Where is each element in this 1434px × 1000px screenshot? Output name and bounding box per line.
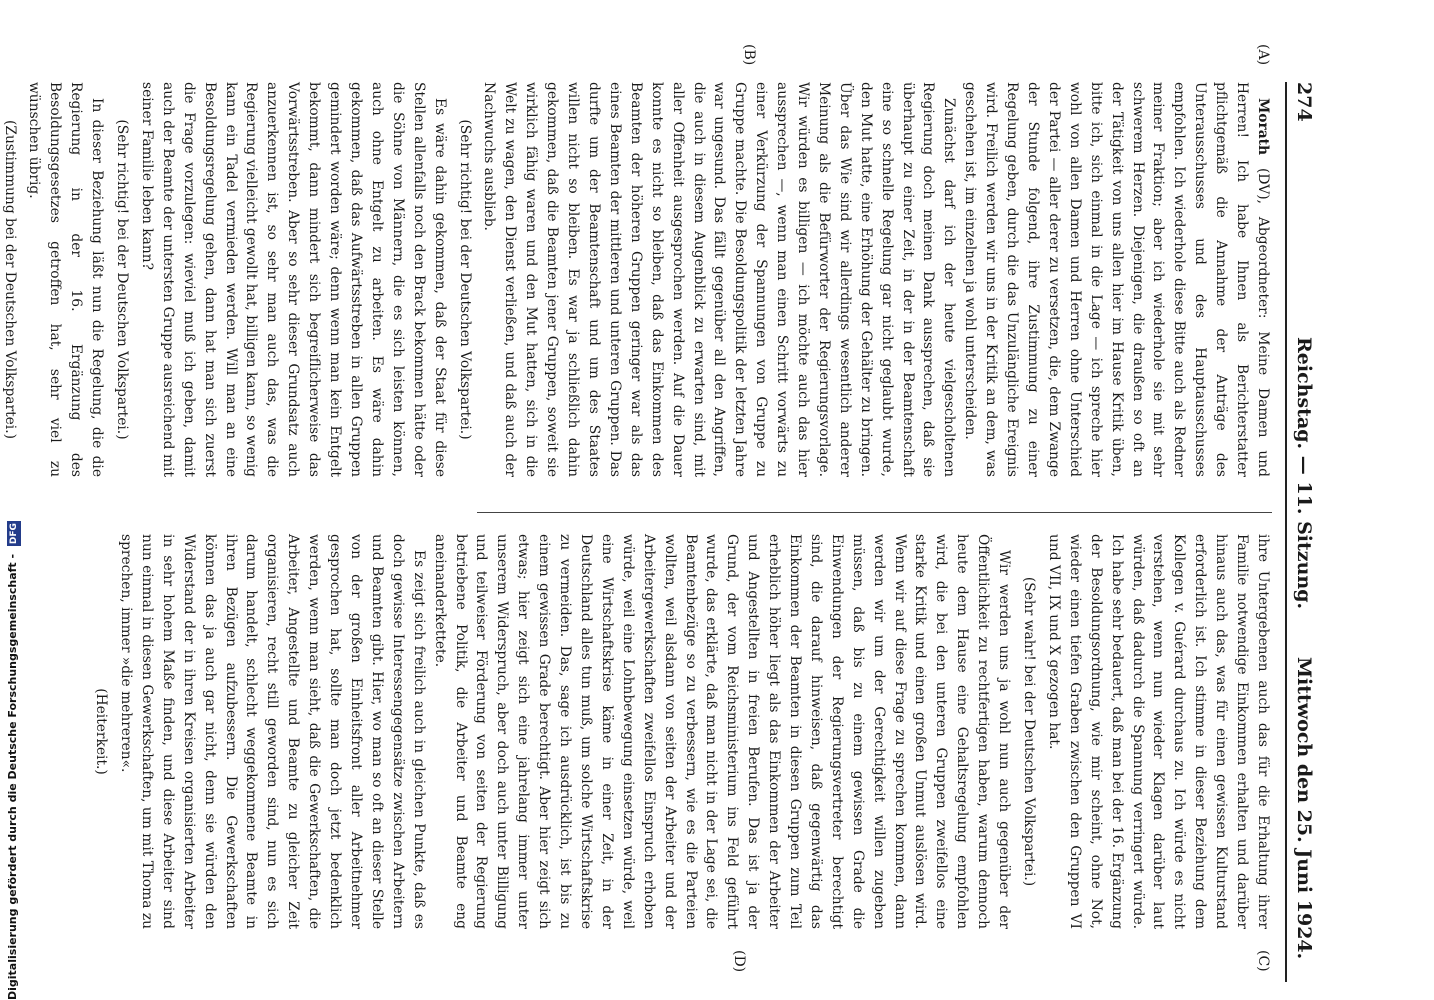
margin-marker-d: (D)	[731, 950, 747, 973]
interjection: (Sehr richtig! bei der Deutschen Volkspartei.)	[114, 119, 131, 440]
header-date: Mittwoch den 25. Juni 1924.	[1293, 657, 1315, 960]
margin-marker-b: (B)	[741, 44, 757, 66]
header-rule	[1285, 82, 1287, 982]
interjection: (Sehr wahr! bei der Deutschen Volkspartei.)	[1021, 576, 1038, 887]
interjection: (Zustimmung bei der Deutschen Volkspartei.)	[1, 119, 18, 439]
page-number: 274	[1293, 82, 1315, 122]
page-header	[1287, 82, 1317, 982]
interjection: (Heiterkeit.)	[93, 688, 110, 775]
dfg-logo: DFG	[9, 523, 19, 545]
column-divider	[477, 512, 1272, 513]
header-title: Reichstag. — 11. Sitzung.	[1293, 337, 1315, 610]
speaker-name: Morath	[1255, 98, 1271, 156]
paragraph: Es wäre dahin gekommen, daß der Staat für diese Stellen allenfalls noch den Brack bekommen hätte oder die Söhne von Männern, die es sich leisten können, auch ohne Entgelt zu arbeiten. Es wäre dahin gekommen, daß das Aufwärtsstreben in allen Gruppen gemindert worden wäre; denn wenn man kein Entgelt bekommt, dann mindert sich begreiflicherweise das Vorwärtsstreben. Aber so sehr dieser Grundsatz auch anzuerkennen ist, so sehr man auch das, was die Regierung vielleicht gewollt hat, billigen kann, so wenig kann ein Tadel vermieden werden. Will man an eine Besoldungsregelung gehen, dann hat man sich zuerst die Frage vorzulegen: wieviel muß ich geben, damit auch der Beamte der untersten Gruppe ausreichend mit seiner Familie leben kann?	[138, 82, 448, 477]
margin-marker-c: (C)	[1255, 950, 1271, 972]
left-text-column	[0, 82, 1273, 477]
margin-marker-a: (A)	[1255, 44, 1271, 66]
right-text-column	[86, 534, 1273, 929]
credit-text: Digitalisierung gefördert durch die Deutsche Forschungsgemeinschaft -	[6, 553, 19, 1000]
paragraph: Es zeigt sich freilich auch in gleichen Punkte, daß es doch gewisse Interessengegensätze zwischen Arbeitern und Beamten gibt. Hier, wo man so oft an dieser Stelle von der großen Einheitsfront aller Arbeitnehmer gesprochen hat, sollte man doch jetzt bedenklich werden, wenn man sieht, daß die Gewerkschaften, die Arbeiter, Angestellte und Beamte zu gleicher Zeit organisieren, recht still geworden sind, nun es sich darum handelt, schlecht weggekommene Beamte in ihren Bezügen aufzubessern. Die Gewerkschaften können das ja auch gar nicht, denn sie würden den Widerstand der in ihren Kreisen organisierten Arbeiter in sehr hohem Maße finden, und diese Arbeiter sind nun einmal in diesen Gewerkschaften, um mit Thoma zu sprechen, immer »die mehreren«.	[118, 534, 427, 929]
paragraph: Zunächst darf ich der heute vielgescholtenen Regierung doch meinen Dank aussprechen, daß sie überhaupt zu einer Zeit, in der in der Beamtenschaft eine so schnelle Regelung gar nicht geglaubt wurde, den Mut hatte, eine Erhöhung der Gehälter zu bringen. Über das Wie sind wir allerdings wesentlich anderer Meinung als die Befürworter der Regierungsvorlage. Wir würden es billigen — ich möchte auch das hier aussprechen —, wenn man einen Schritt vorwärts zu einer Verkürzung der Spannungen von Gruppe zu Gruppe machte. Die Besoldungspolitik der letzten Jahre war ungesund. Das fällt gegenüber all den Angriffen, die auch in diesem Augenblick zu erwarten sind, mit aller Offenheit ausgesprochen werden. Auf die Dauer konnte es nicht so bleiben, daß das Einkommen des Beamten der höheren Gruppen geringer war als das eines Beamten der mittleren und unteren Gruppen. Das durfte um der Beamtenschaft und um des Staates willen nicht so bleiben. Es war ja schließlich dahin gekommen, daß die Beamten jener Gruppen, soweit sie wirklich fähig waren und den Mut hatten, sich in die Welt zu wagen, den Dienst verließen, und daß auch der Nachwuchs ausblieb.	[481, 82, 958, 477]
paragraph: In dieser Beziehung läßt nun die Regelung, die die Regierung in der 16. Ergänzung des Besoldungsgesetzes getroffen hat, sehr viel zu wünschen übrig.	[26, 82, 106, 477]
digitization-credit	[6, 521, 21, 1000]
paragraph: Wir werden uns ja wohl nun auch gegenüber der Öffentlichkeit zu rechtfertigen haben, warum dennoch heute dem Hause eine Gehaltsregelung empfohlen wird, die bei den unteren Gruppen zweifellos eine starke Kritik und einen großen Unmut auslösen wird. Wenn wir auf diese Frage zu sprechen kommen, dann werden wir um der Gerechtigkeit willen zugeben müssen, daß bis zu einem gewissen Grade die Einwendungen der Regierungsvertreter berechtigt sind, die darauf hinweisen, daß gegenwärtig das Einkommen der Beamten in diesen Gruppen zum Teil erheblich höher liegt als das Einkommen der Arbeiter und Angestellten in freien Berufen. Das ist ja der Grund, der vom Reichsministerium ins Feld geführt wurde, das erklärte, daß man nicht in der Lage sei, die Beamtenbezüge so zu verbessern, wie es die Parteien wollten, weil alsdann von seiten der Arbeiter und der Arbeitergewerkschaften zweifellos Einspruch erhoben würde, weil eine Lohnbewegung einsetzen würde, weil eine Wirtschaftskrise käme in einer Zeit, in der Deutschland alles tun muß, um solche Wirtschaftskrise zu vermeiden. Das, sage ich ausdrücklich, ist bis zu einem gewissen Grade berechtigt. Aber hier zeigt sich etwas; hier zeigt sich eine jahrelang immer unter unserem Widerspruch, aber doch auch unter Billigung und teilweiser Förderung von seiten der Regierung betriebene Politik, die Arbeiter und Beamte eng aneinanderkettete.	[431, 534, 1013, 929]
paragraph: ihre Untergebenen auch das für die Erhaltung ihrer Familie notwendige Einkommen erhalten und darüber hinaus auch das, was für einen gewissen Kulturstand erforderlich ist. Ich stimme in dieser Beziehung dem Kollegen v. Guérard durchaus zu. Ich würde es nicht verstehen, wenn nun wieder Klagen darüber laut würden, daß dadurch die Spannung verringert würde. Ich habe sehr bedauert, daß man bei der 16. Ergänzung der Besoldungsordnung, wie mir scheint, ohne Not, wieder einen tiefen Graben zwischen den Gruppen VI und VII, IX und X gezogen hat.	[1045, 534, 1271, 929]
paragraph: (DV), Abgeordneter: Meine Damen und Herren! Ich habe Ihnen als Berichterstatter pflichtgemäß die Annahme der Anträge des Unterausschusses und des Hauptausschusses empfohlen. Ich wiederhole diese Bitte auch als Redner meiner Fraktion; aber ich wiederhole sie mit sehr schwerem Herzen. Diejenigen, die draußen so oft an der Tätigkeit von uns allen hier im Hause Kritik üben, bitte ich, sich einmal in die Lage — ich spreche hier wohl von allen Damen und Herren ohne Unterschied der Partei — aller derer zu versetzen, die, dem Zwange der Stunde folgend, ihre Zustimmung zu einer Regelung geben, durch die das Unzulängliche Ereignis wird. Freilich werden wir uns in der Kritik an dem, was geschehen ist, im einzelnen ja wohl unterscheiden.	[962, 82, 1271, 477]
interjection: (Sehr richtig! bei der Deutschen Volkspartei.)	[456, 119, 473, 440]
